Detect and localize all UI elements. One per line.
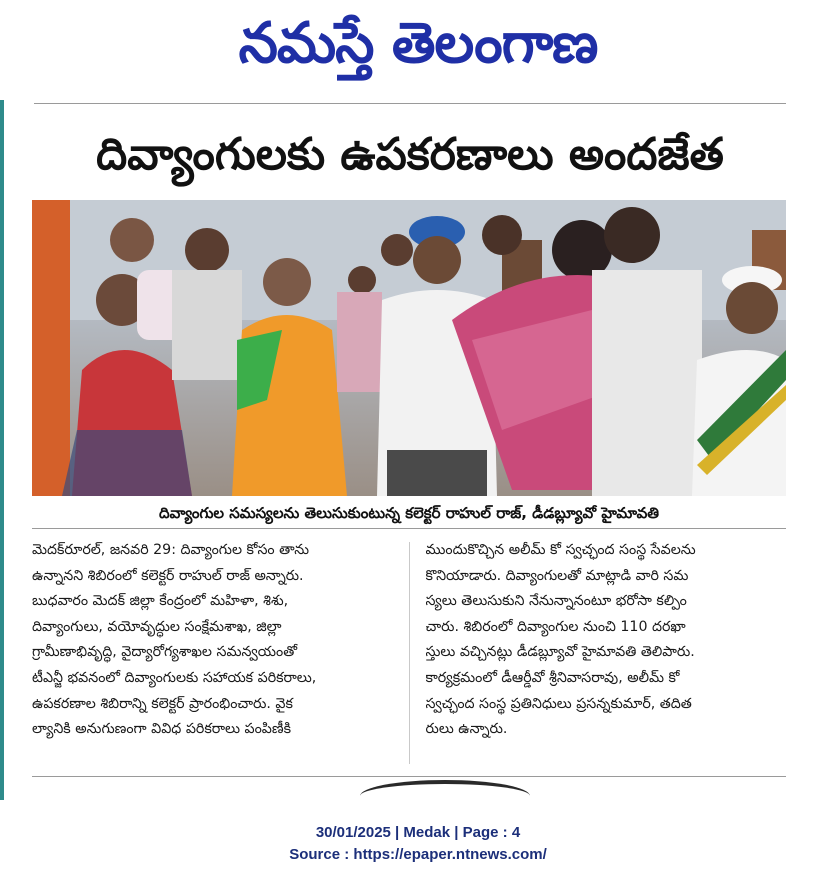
column-divider [409,542,410,764]
text-line: కార్యక్రమంలో డీఆర్డీవో శ్రీనివాసరావు, అలీమ్ కో [425,669,680,686]
text-line: ముందుకొచ్చిన అలీమ్ కో స్వచ్ఛంద సంస్థ సేవలను [425,542,696,558]
text-line: స్యలు తెలుసుకుని నేనున్నానంటూ భరోసా కల్పిం [425,593,687,610]
text-line: మెదక్‌రూరల్, జనవరి 29: దివ్యాంగుల కోసం తాను [32,542,310,558]
article-headline: దివ్యాంగులకు ఉపకరణాలు అందజేత [96,129,724,180]
footer-edition-info: 30/01/2025 | Medak | Page : 4 [315,824,521,841]
text-line: బుధవారం మెదక్ జిల్లా కేంద్రంలో మహిళా, శిశు, [32,593,289,610]
text-line: టీఎన్జీ భవనంలో దివ్యాంగులకు సహాయక పరికరాలు, [32,669,317,686]
text-line: కొనియాడారు. దివ్యాంగులతో మాట్లాడి వారి సమ [425,567,689,584]
next-article-fragment [360,780,560,796]
photo-caption: దివ్యాంగుల సమస్యలను తెలుసుకుంటున్న కలెక్టర్ రాహుల్ రాజ్, డీడబ్ల్యూవో హైమావతి [159,504,659,522]
article-column-right [426,538,787,768]
article-column-left [32,538,393,768]
text-line: దివ్యాంగులు, వయోవృద్ధుల సంక్షేమశాఖ, జిల్లా [32,618,282,635]
page-edge-stripe [0,100,4,800]
text-line: గ్రామీణాభివృద్ధి, వైద్యారోగ్యశాఖల సమన్వయంతో [32,644,298,661]
text-line: చారు. శిబిరంలో దివ్యాంగుల నుంచి 110 దరఖా [425,618,686,635]
divider-rule [32,776,786,777]
footer-source-link[interactable]: Source : https://epaper.ntnews.com/ [289,846,547,863]
text-line: స్తులు వచ్చినట్లు డీడబ్ల్యూవో హైమావతి తెలిపారు. [425,644,695,661]
text-line: ఉపకరణాల శిబిరాన్ని కలెక్టర్ ప్రారంభించారు. వైక [32,695,293,712]
divider-rule [34,103,786,104]
text-line: రులు ఉన్నారు. [425,721,508,738]
news-photo-illustration [32,200,786,496]
article-body [32,538,786,768]
text-line: ఉన్నానని శిబిరంలో కలెక్టర్ రాహుల్ రాజ్ అన్నారు. [32,567,304,584]
text-line: ల్యానికి అనుగుణంగా వివిధ పరికరాలు పంపిణీకి [32,721,291,738]
text-line: స్వచ్ఛంద సంస్థ ప్రతినిధులు ప్రసన్నకుమార్, తదిత [425,695,692,712]
divider-rule [32,528,786,529]
newspaper-masthead: నమస్తే తెలంగాణ [238,11,598,76]
news-photo [32,200,786,496]
